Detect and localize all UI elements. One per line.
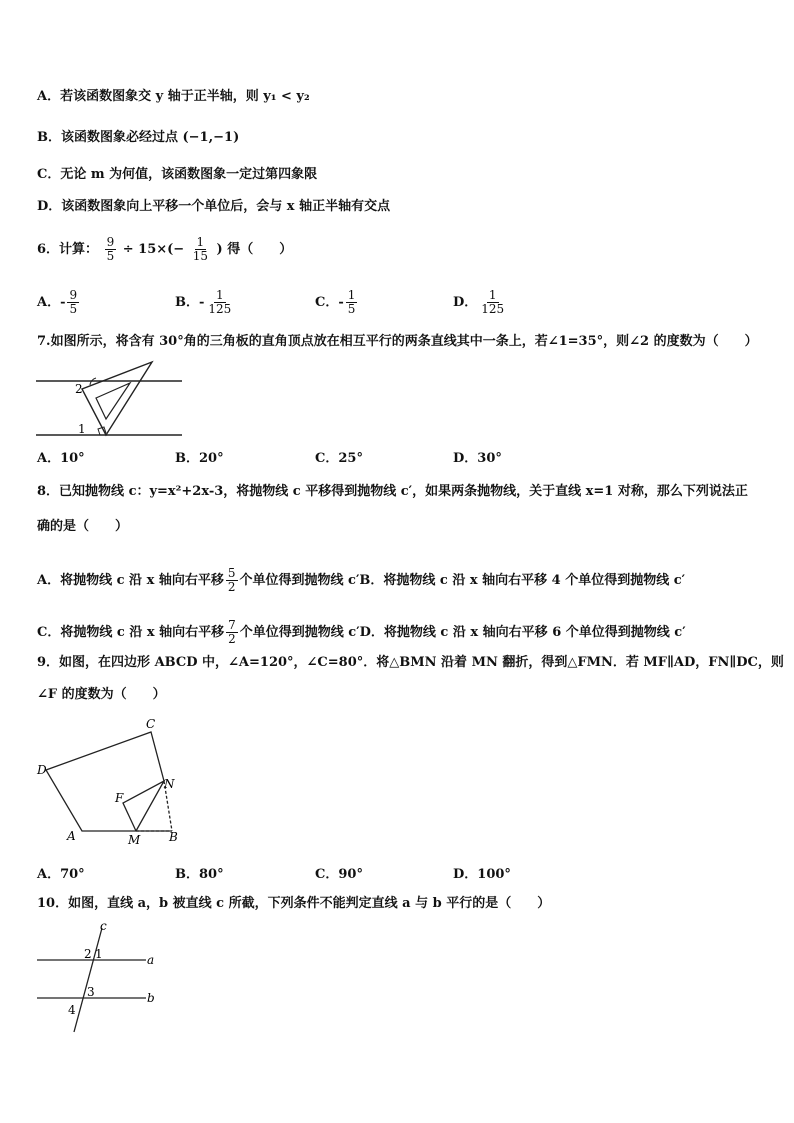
q7-angle-1-label: 1 (78, 422, 86, 436)
q6-prefix: 6．计算： (37, 242, 99, 257)
q8-options-ab: A．将抛物线 c 沿 x 轴向右平移 $\frac{5}{2}$ 个单位得到抛物线 c′B．将抛物线 c 沿 x 轴向右平移 4 个单位得到抛物线 c′ (37, 566, 686, 594)
q6-option-c: C．- $\frac{1}{5}$ (315, 288, 356, 316)
q7-option-b: B．20° (175, 451, 224, 466)
q10-label-b: b (147, 991, 155, 1005)
q10-figure (34, 920, 159, 1038)
q9-label-c: C (146, 717, 156, 731)
q9-option-b: B．80° (175, 867, 224, 882)
q9-option-c: C．90° (315, 867, 363, 882)
q8-options-cd: C．将抛物线 c 沿 x 轴向右平移 $\frac{7}{2}$ 个单位得到抛物线 c′D．将抛物线 c 沿 x 轴向右平移 6 个单位得到抛物线 c′ (37, 618, 686, 646)
q6-mid: ÷ 15×(− (122, 242, 185, 257)
q6-fraction-2: $\frac{1}{15}$ (192, 235, 209, 263)
q9-figure (34, 714, 184, 848)
q9-stem-line-2: ∠F 的度数为（ ） (37, 687, 166, 702)
q8-stem-line-2: 确的是（ ） (37, 519, 129, 534)
q5-option-b: B．该函数图象必经过点 (−1,−1) (37, 130, 240, 145)
q9-label-n: N (164, 777, 175, 791)
q9-label-b: B (169, 830, 178, 844)
q7-angle-2-label: 2 (75, 382, 83, 396)
q6-suffix: ) 得（ ） (216, 242, 293, 257)
q7-stem: 7.如图所示，将含有 30°角的三角板的直角顶点放在相互平行的两条直线其中一条上，若∠1=35°，则∠2 的度数为（ ） (37, 334, 758, 349)
q10-label-a: a (147, 953, 155, 967)
q9-option-a: A．70° (37, 867, 85, 882)
q9-label-a: A (67, 829, 76, 843)
q10-stem: 10．如图，直线 a，b 被直线 c 所截，下列条件不能判定直线 a 与 b 平行的是（ ） (37, 896, 551, 911)
q10-angle-4-label: 4 (68, 1003, 76, 1017)
q5-option-a: A．若该函数图象交 y 轴于正半轴，则 y₁ < y₂ (37, 89, 310, 104)
q7-option-d: D．30° (453, 451, 502, 466)
q9-label-m: M (128, 833, 141, 847)
q6-option-b: B．- $\frac{1}{125}$ (175, 288, 232, 316)
q10-angle-2-label: 2 (84, 947, 92, 961)
q5-option-d: D．该函数图象向上平移一个单位后，会与 x 轴正半轴有交点 (37, 199, 391, 214)
q8-stem-line-1: 8．已知抛物线 c：y=x²+2x-3，将抛物线 c 平移得到抛物线 c′，如果两条抛物线，关于直线 x=1 对称，那么下列说法正 (37, 484, 748, 499)
q9-stem-line-1: 9．如图，在四边形 ABCD 中，∠A=120°，∠C=80°．将△BMN 沿着 MN 翻折，得到△FMN．若 MF∥AD，FN∥DC，则 (37, 655, 784, 670)
q6-stem (37, 236, 292, 263)
q6-fraction-1: $\frac{9}{5}$ (106, 235, 115, 263)
q10-angle-1-label: 1 (95, 947, 103, 961)
q9-label-d: D (37, 763, 47, 777)
q7-option-c: C．25° (315, 451, 363, 466)
q6-option-d: D． $\frac{1}{125}$ (453, 288, 505, 316)
q10-label-c: c (100, 920, 107, 933)
q9-option-d: D．100° (453, 867, 511, 882)
q7-option-a: A．10° (37, 451, 85, 466)
q7-figure (34, 356, 184, 440)
q10-angle-3-label: 3 (87, 985, 95, 999)
q6-option-a: A．- $\frac{9}{5}$ (37, 288, 78, 316)
q5-option-c: C．无论 m 为何值，该函数图象一定过第四象限 (37, 167, 318, 182)
q9-label-f: F (115, 791, 124, 805)
